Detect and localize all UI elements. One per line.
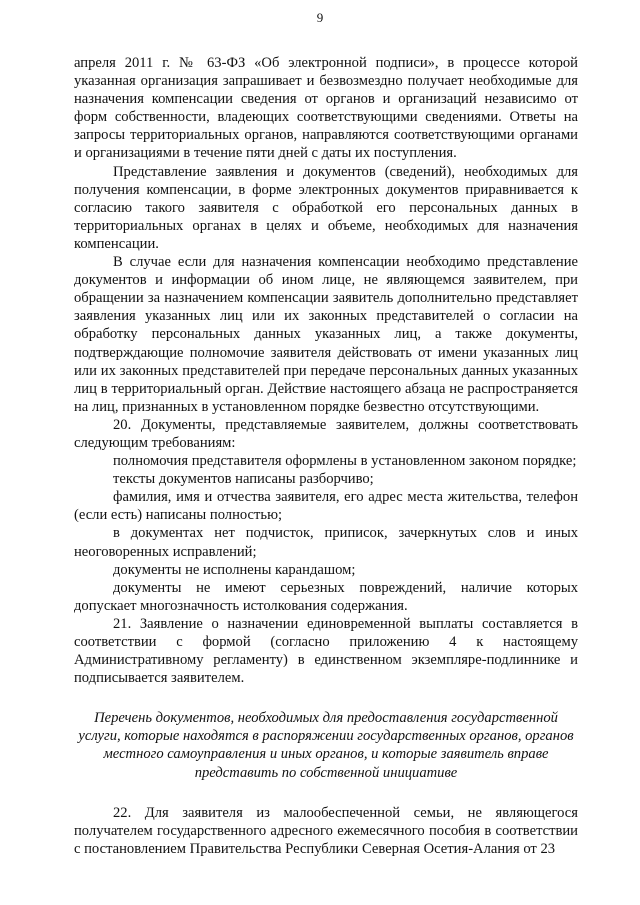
section-heading: Перечень документов, необходимых для предоставления государственной услуги, которые находятся в распоряжении государственных органов, органов местного самоуправления и иных органов, и которые заявитель вправе представить по собственной инициативе (78, 710, 574, 781)
paragraph-item-20: 20. Документы, представляемые заявителем, должны соответствовать следующим требованиям: (74, 416, 578, 451)
paragraph-continuation: апреля 2011 г. № 63-ФЗ «Об электронной подписи», в процессе которой указанная организация запрашивает и безвозмездно получает необходимые для назначения компенсации сведения от органов и организаций независимо от форм собственности, владеющих соответствующими сведениями. Ответы на запросы территориальных органов, направляются соответствующими органами и организациями в течение пяти дней с даты их поступления. (74, 55, 578, 162)
requirement-item: документы не имеют серьезных повреждений, наличие которых допускает многозначность истолкования содержания. (74, 579, 578, 614)
requirement-item: в документах нет подчисток, приписок, зачеркнутых слов и иных неоговоренных исправлений; (74, 525, 578, 560)
paragraph-item-22: 22. Для заявителя из малообеспеченной семьи, не являющегося получателем государственного адресного ежемесячного пособия в соответствии с постановлением Правительства Республики Северная Осетия-Алания от 23 (74, 804, 578, 857)
requirement-item: документы не исполнены карандашом; (113, 561, 356, 578)
requirement-item: тексты документов написаны разборчиво; (113, 471, 374, 488)
paragraph-other-person-data: В случае если для назначения компенсации необходимо представление документов и информации об ином лице, не являющемся заявителем, при обращении за назначением компенсации заявитель дополнительно представляет заявления указанных лиц или их законных представителей о согласии на обработку персональных данных указанных лиц, а также документы, подтверждающие полномочие заявителя действовать от имени указанных лиц или их законных представителей при передаче персональных данных указанных лиц в территориальный орган. Действие настоящего абзаца не распространяется на лиц, признанных в установленном порядке безвестно отсутствующими. (74, 254, 578, 415)
document-body (74, 54, 578, 858)
paragraph-electronic-consent: Представление заявления и документов (сведений), необходимых для получения компенсации, в форме электронных документов приравнивается к согласию такого заявителя с обработкой его персональных данных в территориальных органах в целях и объеме, необходимых для назначения компенсации. (74, 163, 578, 252)
page-number: 9 (316, 10, 324, 25)
requirement-item: полномочия представителя оформлены в установленном законом порядке; (113, 453, 577, 470)
paragraph-item-21: 21. Заявление о назначении единовременной выплаты составляется в соответствии с формой (согласно приложению 4 к настоящему Административному регламенту) в единственном экземпляре-подлиннике и подписывается заявителем. (74, 615, 578, 687)
requirement-item: фамилия, имя и отчества заявителя, его адрес места жительства, телефон (если есть) написаны полностью; (74, 489, 578, 524)
